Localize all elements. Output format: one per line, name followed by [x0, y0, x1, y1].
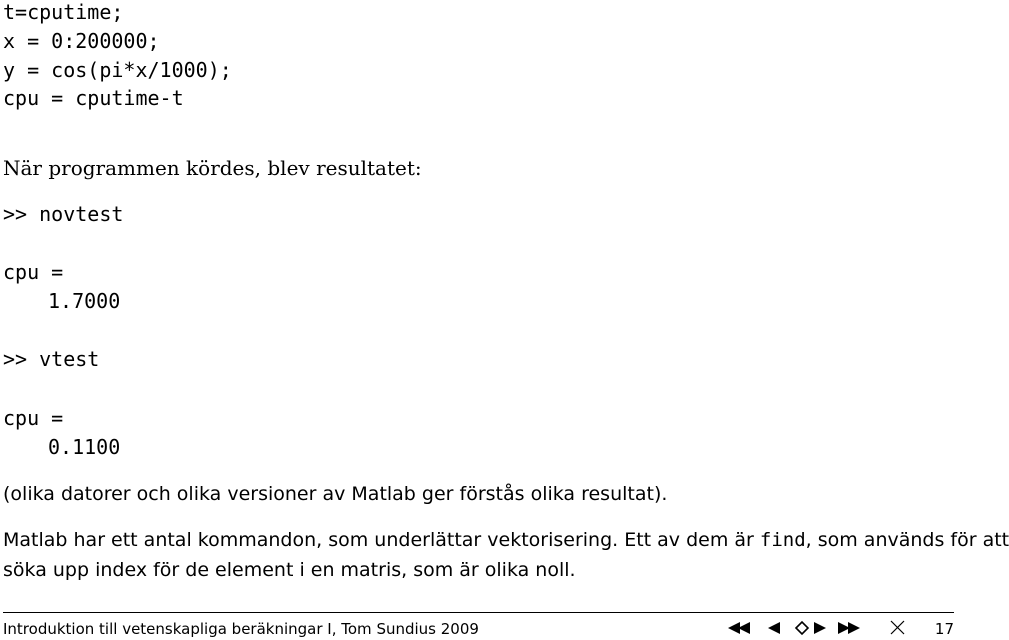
session-command-novtest: >> novtest: [3, 202, 124, 226]
next-page-icon[interactable]: [814, 622, 826, 634]
code-line-2: x = 0:200000;: [3, 29, 160, 53]
paragraph-line-2: söka upp index för de element i en matris, som är olika noll.: [3, 559, 576, 581]
session-command-vtest: >> vtest: [3, 347, 100, 371]
page-number: 17: [934, 620, 954, 638]
code-line-3: y = cos(pi*x/1000);: [3, 58, 232, 82]
footer: [3, 618, 954, 640]
paragraph-line-1-before: Matlab har ett antal kommandon, som underlättar vektorisering. Ett av dem är: [3, 529, 760, 551]
back-icon[interactable]: [796, 622, 808, 634]
code-line-4: cpu = cputime-t: [3, 86, 184, 110]
footer-rule: [3, 612, 954, 613]
last-page-icon[interactable]: [838, 622, 860, 634]
paragraph-line-1: [3, 528, 1009, 552]
first-page-icon[interactable]: [728, 622, 750, 634]
find-command: find: [759, 529, 806, 551]
code-line-1: t=cputime;: [3, 0, 124, 24]
navigation-controls: [728, 618, 928, 640]
output-label-1: cpu =: [3, 260, 64, 284]
footer-title: Introduktion till vetenskapliga beräkningar I, Tom Sundius 2009: [3, 620, 479, 638]
result-intro: När programmen kördes, blev resultatet:: [3, 156, 422, 180]
close-icon[interactable]: [891, 621, 904, 634]
note-text: (olika datorer och olika versioner av Matlab ger förstås olika resultat).: [3, 483, 668, 505]
output-label-2: cpu =: [3, 406, 64, 430]
output-value-1: 1.7000: [48, 289, 121, 313]
paragraph-line-1-after: , som används för att: [805, 529, 1009, 551]
output-value-2: 0.1100: [48, 435, 121, 459]
prev-page-icon[interactable]: [768, 622, 780, 634]
